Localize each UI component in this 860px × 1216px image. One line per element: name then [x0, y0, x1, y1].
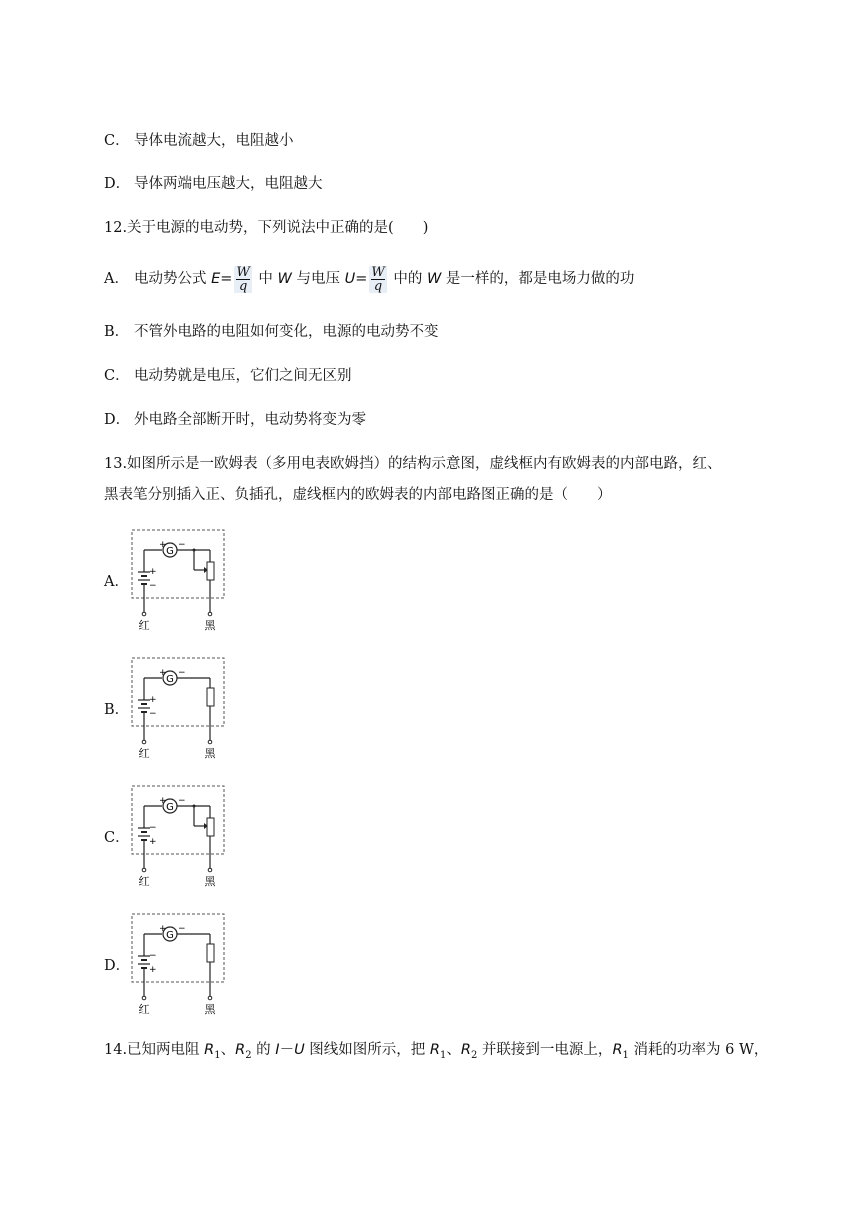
equals-sign: = [355, 271, 368, 287]
option-text: 不管外电路的电阻如何变化，电源的电动势不变 [134, 324, 439, 340]
work-symbol: W [426, 271, 442, 287]
fraction-denominator: q [238, 278, 248, 294]
option-label: C． [104, 133, 130, 149]
minus-sign: − [178, 796, 186, 806]
galvanometer-label: G [166, 546, 174, 557]
stem-text: 并联接到一电源上， [477, 1042, 613, 1058]
equals-sign: = [220, 271, 233, 287]
q13-option-d-label: D． [104, 958, 131, 974]
q12-option-b [104, 322, 439, 342]
subscript: 2 [245, 1049, 252, 1061]
minus-sign: − [149, 581, 157, 591]
subscript: 1 [440, 1049, 447, 1061]
red-terminal-icon [142, 868, 146, 872]
resistor-icon [207, 688, 214, 706]
minus-sign: − [149, 823, 157, 833]
black-terminal-icon [208, 612, 212, 616]
plus-sign: + [149, 965, 157, 975]
option-text: 外电路全部断开时，电动势将变为零 [134, 412, 366, 428]
q13-option-b-circuit [128, 656, 228, 760]
current-symbol: I [275, 1042, 280, 1058]
galvanometer-label: G [166, 930, 174, 941]
dash: － [279, 1042, 295, 1058]
black-terminal-icon [208, 996, 212, 1000]
resistor-symbol: R [204, 1042, 215, 1058]
option-label: B． [104, 324, 130, 340]
q13-stem-line2: 黑表笔分别插入正、负插孔，虚线框内的欧姆表的内部电路图正确的是（ ） [104, 487, 612, 503]
black-probe-label: 黑 [204, 875, 216, 888]
stem-text: 图线如图所示，把 [304, 1042, 430, 1058]
subscript: 1 [622, 1049, 629, 1061]
option-text: 中 [253, 271, 278, 287]
black-terminal-icon [208, 740, 212, 744]
stem-text: 消耗的功率为 6 W， [628, 1042, 769, 1058]
black-terminal-icon [208, 868, 212, 872]
resistor-icon [207, 562, 214, 580]
emf-symbol: E [211, 271, 221, 287]
fraction-w-over-q [369, 266, 386, 293]
option-text: 与电压 [291, 271, 345, 287]
q13-option-c-label: C． [104, 830, 130, 846]
q13-option-a-circuit [128, 528, 228, 632]
q12-option-c [104, 366, 352, 386]
separator: 、 [220, 1042, 236, 1058]
subscript: 1 [214, 1049, 221, 1061]
voltage-symbol: U [294, 1042, 305, 1058]
resistor-symbol: R [612, 1042, 623, 1058]
resistor-icon [207, 818, 214, 836]
minus-sign: − [178, 540, 186, 550]
option-label: D． [104, 176, 131, 192]
option-text: 是一样的，都是电场力做的功 [441, 271, 635, 287]
option-text: 导体电流越大，电阻越小 [134, 133, 294, 149]
galvanometer-label: G [166, 674, 174, 685]
red-probe-label: 红 [138, 747, 150, 760]
stem-text: 14.已知两电阻 [104, 1042, 205, 1058]
fraction-numerator: W [371, 264, 385, 280]
resistor-symbol: R [429, 1042, 440, 1058]
black-probe-label: 黑 [204, 619, 216, 632]
q12-option-d [104, 410, 366, 430]
galvanometer-label: G [166, 802, 174, 813]
red-probe-label: 红 [138, 875, 150, 888]
plus-sign: + [159, 540, 167, 550]
plus-sign: + [159, 924, 167, 934]
q13-stem-line1: 13.如图所示是一欧姆表（多用电表欧姆挡）的结构示意图，虚线框内有欧姆表的内部电路，红、 [104, 456, 722, 472]
option-label: D． [104, 412, 131, 428]
q14-stem [104, 1040, 768, 1066]
q13-option-b-label: B． [104, 702, 130, 718]
black-probe-label: 黑 [204, 747, 216, 760]
fraction-numerator: W [236, 264, 250, 280]
plus-sign: + [149, 837, 157, 847]
plus-sign: + [149, 695, 157, 705]
minus-sign: − [149, 951, 157, 961]
option-text: 电动势就是电压，它们之间无区别 [134, 368, 352, 384]
red-probe-label: 红 [138, 1003, 150, 1016]
resistor-icon [207, 944, 214, 962]
q13-option-d-circuit [128, 912, 228, 1016]
voltage-symbol: U [344, 271, 356, 287]
q11-option-d [104, 174, 323, 194]
q13-option-a-label: A． [104, 574, 129, 590]
q13-option-c-circuit [128, 784, 228, 888]
separator: 、 [446, 1042, 461, 1058]
red-terminal-icon [142, 996, 146, 1000]
red-probe-label: 红 [138, 619, 150, 632]
q12-stem: 12.关于电源的电动势，下列说法中正确的是( ) [104, 220, 429, 236]
black-probe-label: 黑 [204, 1003, 216, 1016]
q11-option-c [104, 131, 294, 151]
option-text: 导体两端电压越大，电阻越大 [134, 176, 323, 192]
q12-option-a [104, 262, 634, 296]
resistor-symbol: R [235, 1042, 246, 1058]
option-label: C． [104, 368, 130, 384]
fraction-w-over-q [234, 266, 251, 293]
plus-sign: + [159, 796, 167, 806]
stem-text: 的 [251, 1042, 276, 1058]
minus-sign: − [178, 668, 186, 678]
minus-sign: − [149, 709, 157, 719]
resistor-symbol: R [460, 1042, 471, 1058]
subscript: 2 [470, 1049, 478, 1061]
red-terminal-icon [142, 740, 146, 744]
red-terminal-icon [142, 612, 146, 616]
plus-sign: + [159, 668, 167, 678]
option-text: 电动势公式 [134, 271, 212, 287]
minus-sign: − [178, 924, 186, 934]
option-label: A． [104, 271, 129, 287]
option-text: 中的 [388, 271, 427, 287]
work-symbol: W [277, 271, 292, 287]
plus-sign: + [149, 567, 157, 577]
fraction-denominator: q [373, 278, 383, 294]
